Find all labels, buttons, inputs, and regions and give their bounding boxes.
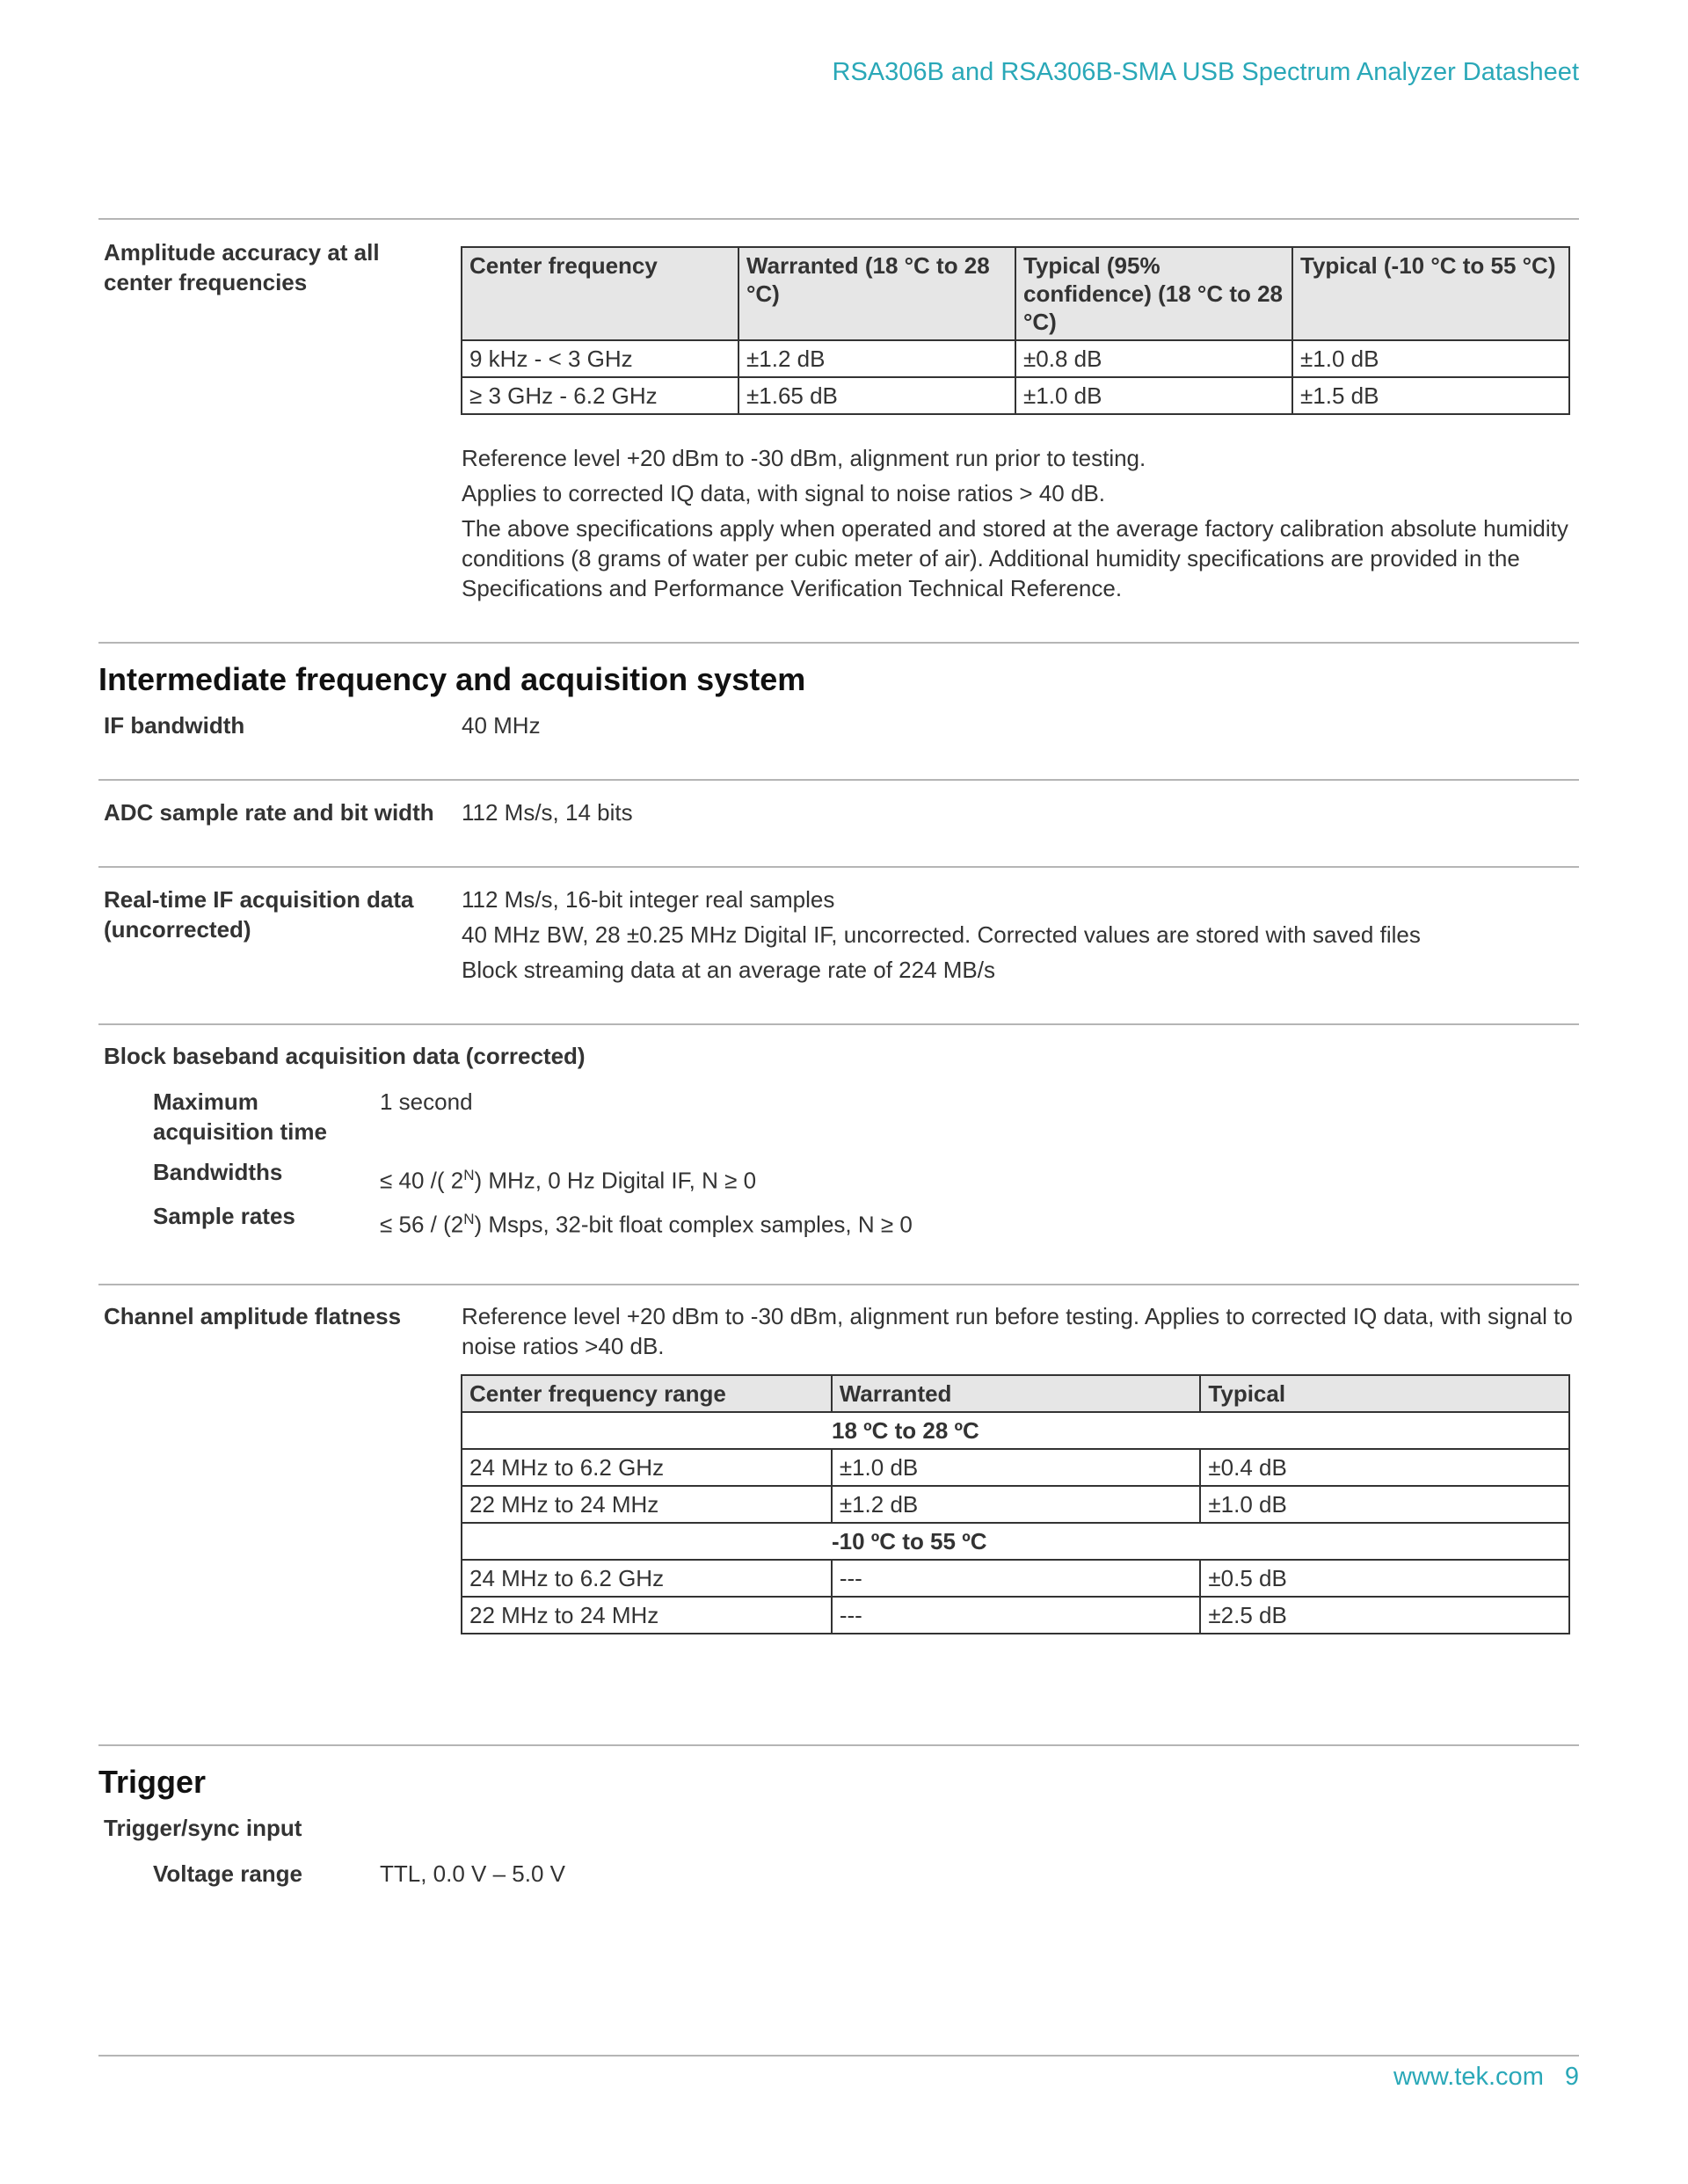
if-bandwidth-label: IF bandwidth bbox=[104, 712, 245, 739]
table-cell: ±1.0 dB bbox=[1292, 340, 1569, 377]
column-header: Typical bbox=[1200, 1375, 1569, 1412]
amplitude-note-2: Applies to corrected IQ data, with signal to noise ratios > 40 dB. bbox=[462, 480, 1106, 506]
table-row bbox=[462, 377, 1569, 414]
table-row bbox=[462, 1486, 1569, 1523]
table-cell: ±1.5 dB bbox=[1292, 377, 1569, 414]
table-cell: ±0.4 dB bbox=[1200, 1449, 1569, 1486]
table-row bbox=[462, 1449, 1569, 1486]
table-cell: ±1.0 dB bbox=[1015, 377, 1292, 414]
page-number: 9 bbox=[1564, 2063, 1579, 2091]
table-cell: --- bbox=[832, 1560, 1201, 1597]
document-title: RSA306B and RSA306B-SMA USB Spectrum Analyzer Datasheet bbox=[832, 58, 1579, 86]
table-cell: ±0.8 dB bbox=[1015, 340, 1292, 377]
divider bbox=[98, 218, 1579, 220]
column-header: Warranted bbox=[832, 1375, 1201, 1412]
amplitude-note-3: The above specifications apply when operated and stored at the average factory calibration absolute humidity conditions (8 grams of water per cubic meter of air). Additional humidity specifications are provided in the Specifications and Performance Verification Technical Reference. bbox=[462, 515, 1568, 601]
table-cell: --- bbox=[832, 1597, 1201, 1634]
table-cell: ±2.5 dB bbox=[1200, 1597, 1569, 1634]
table-row bbox=[462, 1597, 1569, 1634]
trigger-sync-label: Trigger/sync input bbox=[104, 1815, 302, 1841]
max-acq-label: Maximum acquisition time bbox=[153, 1088, 327, 1145]
table-cell: ±1.0 dB bbox=[1200, 1486, 1569, 1523]
flatness-label: Channel amplitude flatness bbox=[104, 1303, 402, 1329]
flatness-table bbox=[461, 1374, 1570, 1634]
realtime-label: Real-time IF acquisition data (uncorrected) bbox=[104, 886, 414, 943]
amplitude-accuracy-table bbox=[461, 246, 1570, 415]
block-acq-label: Block baseband acquisition data (corrected) bbox=[104, 1043, 586, 1069]
realtime-line-2: 40 MHz BW, 28 ±0.25 MHz Digital IF, uncorrected. Corrected values are stored with saved files bbox=[462, 921, 1421, 948]
bandwidths-label: Bandwidths bbox=[153, 1159, 283, 1185]
table-cell: 22 MHz to 24 MHz bbox=[462, 1486, 832, 1523]
temperature-group: 18 ºC to 28 ºC bbox=[462, 1412, 1569, 1449]
if-bandwidth-value: 40 MHz bbox=[462, 712, 541, 739]
table-cell: 24 MHz to 6.2 GHz bbox=[462, 1560, 832, 1597]
sample-rates-value: ≤ $56 / (2^N)$ Msps, 32-bit float complex samples, N ≥ 0 bbox=[380, 1211, 913, 1238]
divider bbox=[98, 2055, 1579, 2057]
divider bbox=[98, 1023, 1579, 1025]
divider bbox=[98, 642, 1579, 644]
table-cell: 9 kHz - < 3 GHz bbox=[462, 340, 738, 377]
section-title-trigger: Trigger bbox=[98, 1764, 207, 1800]
divider bbox=[98, 1284, 1579, 1285]
footer-site-link[interactable]: www.tek.com bbox=[1393, 2063, 1544, 2091]
voltage-range-value: TTL, 0.0 V – 5.0 V bbox=[380, 1860, 565, 1887]
realtime-line-3: Block streaming data at an average rate of 224 MB/s bbox=[462, 957, 996, 983]
table-group-row bbox=[462, 1412, 1569, 1449]
table-group-row bbox=[462, 1523, 1569, 1560]
table-header-row bbox=[462, 247, 1569, 340]
voltage-range-label: Voltage range bbox=[153, 1860, 303, 1887]
table-row bbox=[462, 340, 1569, 377]
column-header: Warranted (18 °C to 28 °C) bbox=[738, 247, 1015, 340]
sample-rates-label: Sample rates bbox=[153, 1203, 295, 1229]
temperature-group: -10 ºC to 55 ºC bbox=[462, 1523, 1569, 1560]
divider bbox=[98, 779, 1579, 781]
table-cell: ≥ 3 GHz - 6.2 GHz bbox=[462, 377, 738, 414]
table-cell: 22 MHz to 24 MHz bbox=[462, 1597, 832, 1634]
divider bbox=[98, 1744, 1579, 1746]
table-header-row bbox=[462, 1375, 1569, 1412]
divider bbox=[98, 866, 1579, 868]
adc-value: 112 Ms/s, 14 bits bbox=[462, 799, 633, 826]
amplitude-note-1: Reference level +20 dBm to -30 dBm, alignment run prior to testing. bbox=[462, 445, 1146, 471]
table-cell: ±0.5 dB bbox=[1200, 1560, 1569, 1597]
table-cell: ±1.0 dB bbox=[832, 1449, 1201, 1486]
table-cell: ±1.2 dB bbox=[738, 340, 1015, 377]
table-cell: 24 MHz to 6.2 GHz bbox=[462, 1449, 832, 1486]
amplitude-accuracy-label: Amplitude accuracy at all center frequencies bbox=[104, 239, 380, 295]
table-cell: ±1.65 dB bbox=[738, 377, 1015, 414]
table-row bbox=[462, 1560, 1569, 1597]
column-header: Typical (-10 °C to 55 °C) bbox=[1292, 247, 1569, 340]
column-header: Typical (95% confidence) (18 °C to 28 °C) bbox=[1015, 247, 1292, 340]
max-acq-value: 1 second bbox=[380, 1088, 473, 1115]
table-cell: ±1.2 dB bbox=[832, 1486, 1201, 1523]
footer bbox=[1393, 2063, 1579, 2092]
flatness-note: Reference level +20 dBm to -30 dBm, alignment run before testing. Applies to corrected IQ data, with signal to noise ratios >40 dB. bbox=[462, 1303, 1573, 1359]
realtime-line-1: 112 Ms/s, 16-bit integer real samples bbox=[462, 886, 835, 913]
column-header: Center frequency bbox=[462, 247, 738, 340]
bandwidths-value: ≤ 40 /( $2^N$) MHz, 0 Hz Digital IF, N ≥ 0 bbox=[380, 1167, 757, 1194]
adc-label: ADC sample rate and bit width bbox=[104, 799, 434, 826]
section-title-if: Intermediate frequency and acquisition system bbox=[98, 661, 806, 697]
column-header: Center frequency range bbox=[462, 1375, 832, 1412]
